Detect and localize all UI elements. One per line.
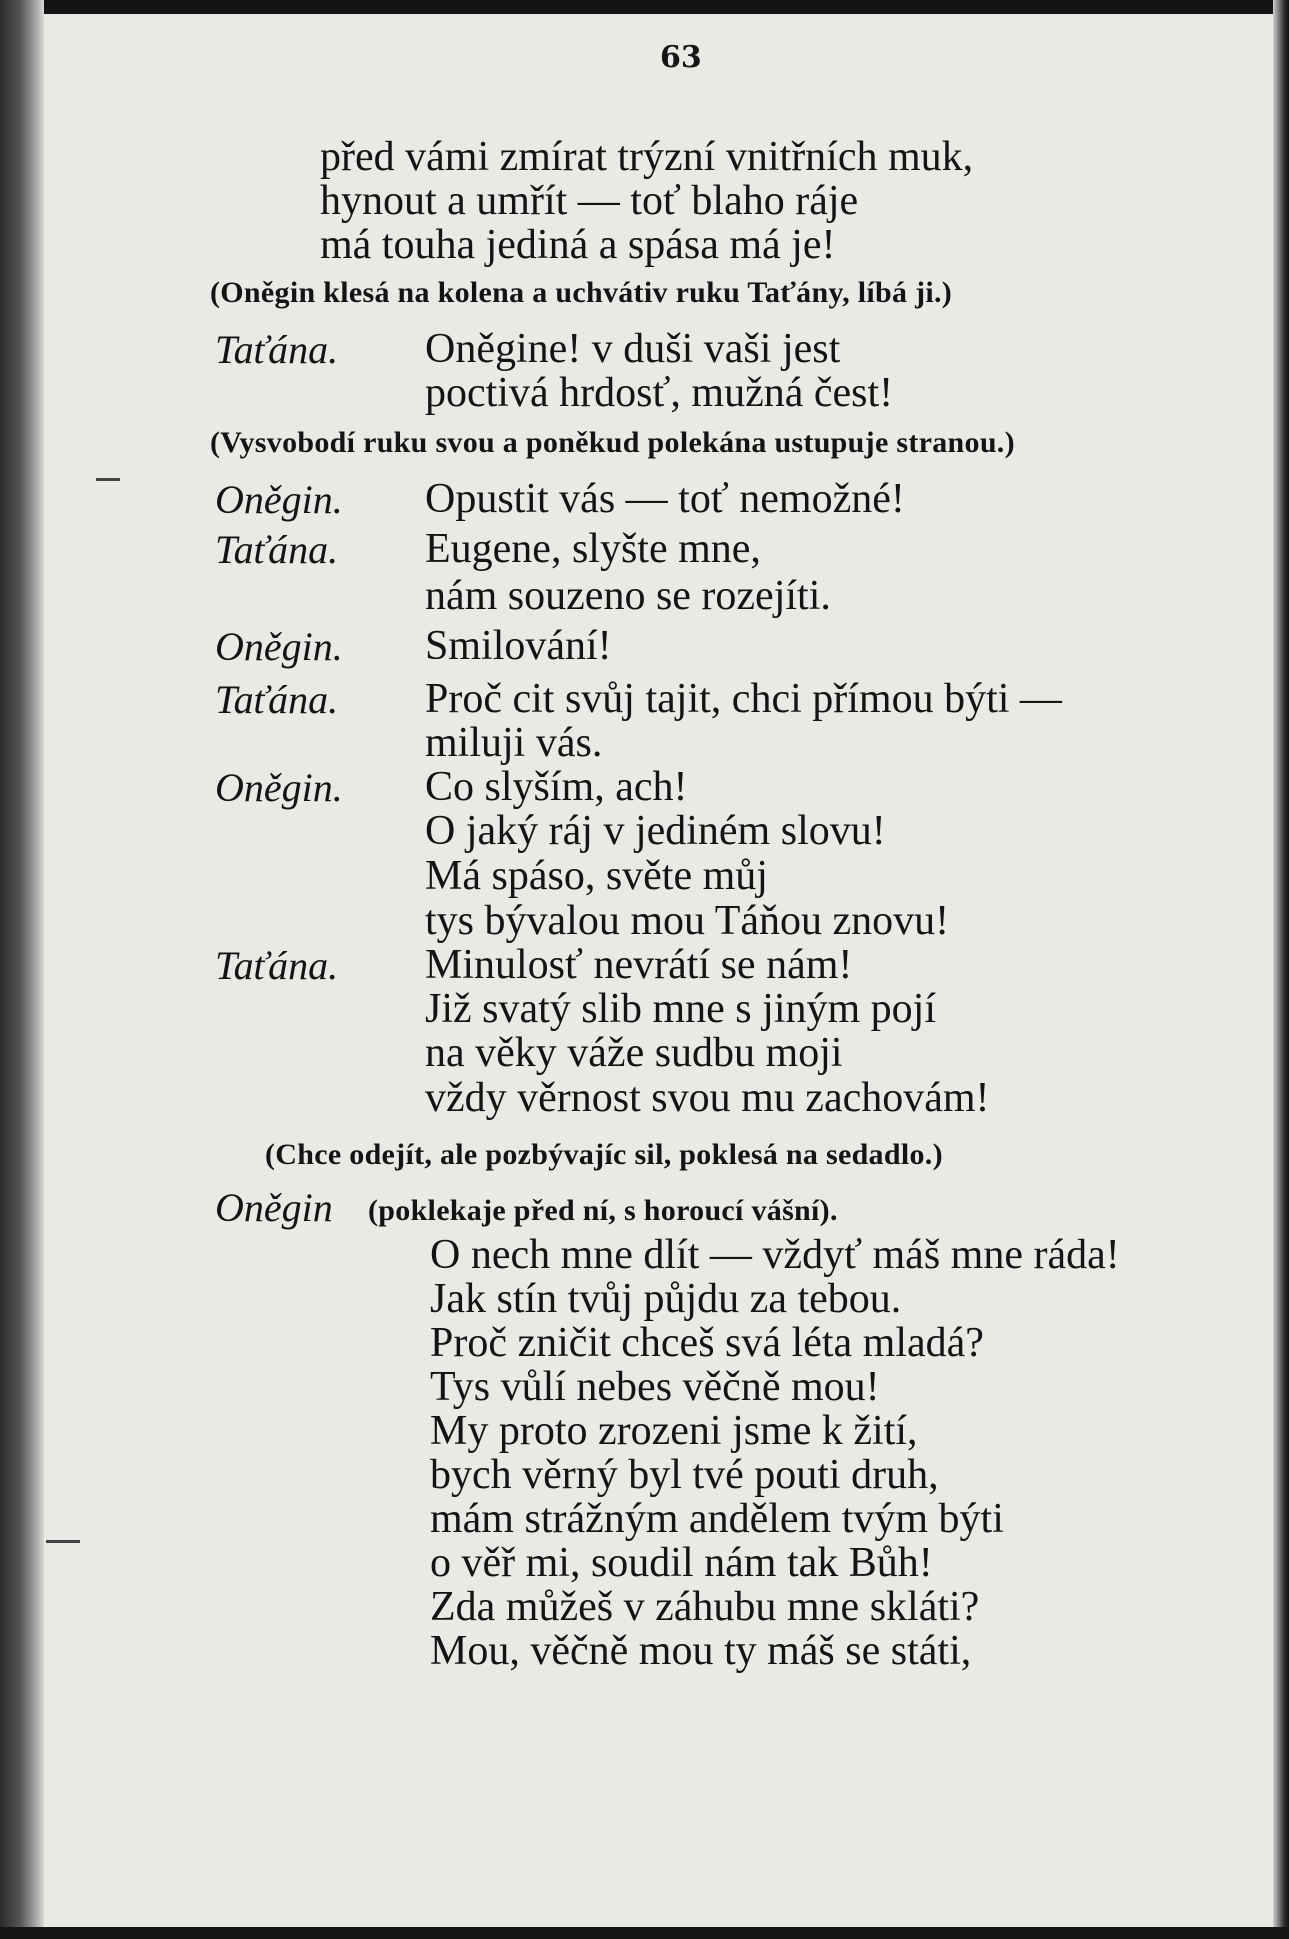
- verse-line: Jak stín tvůj půjdu za tebou.: [430, 1276, 902, 1322]
- verse-line: bych věrný byl tvé pouti druh,: [430, 1452, 939, 1498]
- scan-border-right: [1273, 0, 1289, 1939]
- verse-line: Oněgine! v duši vaši jest: [425, 326, 841, 372]
- speaker-name: Oněgin.: [215, 765, 343, 810]
- verse-line: Proč cit svůj tajit, chci přímou býti —: [425, 676, 1062, 722]
- verse-line: Proč zničit chceš svá léta mladá?: [430, 1320, 984, 1366]
- speaker-name: Taťána.: [215, 527, 339, 572]
- verse-line: My proto zrozeni jsme k žití,: [430, 1408, 918, 1454]
- verse-line: má touha jediná a spása má je!: [320, 222, 836, 268]
- speaker-name: Taťána.: [215, 677, 339, 722]
- verse-line: Opustit vás — toť nemožné!: [425, 476, 905, 522]
- verse-line: O nech mne dlít — vždyť máš mne ráda!: [430, 1232, 1120, 1278]
- scan-border-bottom: [0, 1927, 1289, 1939]
- verse-line: poctivá hrdosť, mužná čest!: [425, 370, 894, 416]
- verse-line: na věky váže sudbu moji: [425, 1030, 843, 1076]
- speaker-name: Taťána.: [215, 327, 339, 372]
- verse-line: nám souzeno se rozejíti.: [425, 573, 831, 619]
- verse-line: O jaký ráj v jediném slovu!: [425, 808, 886, 854]
- margin-mark: [96, 478, 120, 481]
- verse-line: Již svatý slib mne s jiným pojí: [425, 986, 936, 1032]
- verse-line: Eugene, slyšte mne,: [425, 526, 761, 572]
- scan-border-top: [0, 0, 1289, 14]
- stage-direction: (Chce odejít, ale pozbývajíc sil, poklesá na sedadlo.): [265, 1138, 943, 1171]
- verse-line: Má spáso, světe můj: [425, 853, 768, 899]
- page-number: 63: [660, 40, 702, 75]
- speaker-name: Oněgin.: [215, 477, 343, 522]
- stage-direction: (Oněgin klesá na kolena a uchvátiv ruku Taťány, líbá ji.): [210, 276, 953, 309]
- verse-line: Smilování!: [425, 623, 612, 669]
- speaker-name: Taťána.: [215, 943, 339, 988]
- speaker-name: Oněgin: [215, 1185, 333, 1230]
- verse-line: mám strážným andělem tvým býti: [430, 1496, 1004, 1542]
- speaker-name: Oněgin.: [215, 624, 343, 669]
- verse-line: Minulosť nevrátí se nám!: [425, 942, 853, 988]
- verse-line: hynout a umřít — toť blaho ráje: [320, 178, 859, 224]
- scan-border-left: [0, 0, 44, 1939]
- margin-mark: [46, 1540, 80, 1543]
- stage-direction: (poklekaje před ní, s horoucí vášní).: [368, 1194, 838, 1227]
- verse-line: Zda můžeš v záhubu mne skláti?: [430, 1584, 980, 1630]
- verse-line: Co slyším, ach!: [425, 764, 688, 810]
- verse-line: před vámi zmírat trýzní vnitřních muk,: [320, 134, 974, 180]
- verse-line: vždy věrnost svou mu zachovám!: [425, 1075, 990, 1121]
- stage-direction: (Vysvobodí ruku svou a poněkud polekána ustupuje stranou.): [210, 426, 1015, 459]
- verse-line: Mou, věčně mou ty máš se státi,: [430, 1628, 972, 1674]
- verse-line: miluji vás.: [425, 720, 603, 766]
- verse-line: o věř mi, soudil nám tak Bůh!: [430, 1540, 933, 1586]
- verse-line: tys bývalou mou Táňou znovu!: [425, 898, 950, 944]
- verse-line: Tys vůlí nebes věčně mou!: [430, 1364, 880, 1410]
